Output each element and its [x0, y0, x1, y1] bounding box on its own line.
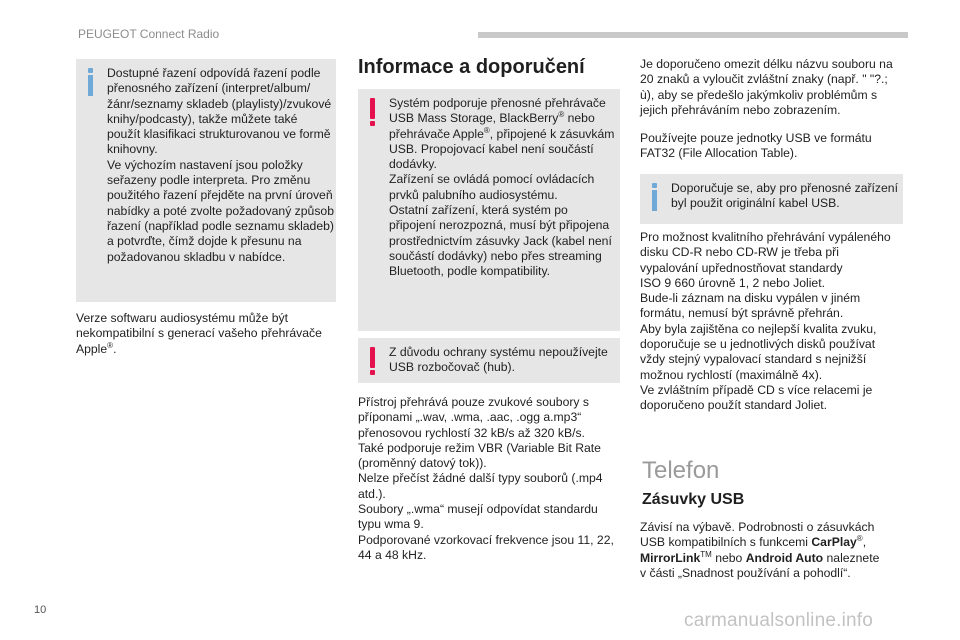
apple-compat-paragraph: [76, 311, 338, 357]
text-line: USB kompatibilních s funkcemi CarPlay®,: [640, 534, 867, 550]
text-line: Bude-li záznam na disku vypálen v jiném: [640, 291, 861, 306]
warning-box-text: [389, 142, 610, 280]
filename-paragraph: [640, 57, 906, 118]
text-line: ISO 9 660 úrovně 1, 2 nebo Joliet.: [640, 275, 825, 290]
text-line: atd.).: [358, 486, 386, 501]
text-line: knihy/podcasty), takže můžete také: [107, 111, 298, 126]
info-box-sorting: [76, 59, 336, 302]
text-line: požadovanou skladbu v nabídce.: [107, 249, 286, 264]
text-line: přehrávače Apple®, připojené k zásuvkám: [389, 125, 615, 141]
warning-box-text: [389, 345, 610, 376]
text-line: seřazeny podle interpreta. Pro změnu: [107, 173, 311, 188]
usb-sockets-paragraph: [640, 520, 906, 581]
subheading-usb-sockets: Zásuvky USB: [642, 491, 745, 508]
text-line: Soubory „.wma“ musejí odpovídat standardu: [358, 502, 598, 517]
text-line: doporučeno použít standard Joliet.: [640, 398, 828, 413]
text-line: součástí dodávky) nebo přes streaming: [389, 248, 602, 263]
text-line: nabídky a poté zvolte požadovaný způsob: [107, 203, 334, 218]
cd-burning-paragraph: [640, 230, 906, 414]
text-line: připojení nerozpozná, musí být připojena: [389, 218, 610, 233]
text-line: prvků palubního audiosystému.: [389, 187, 558, 202]
text-line: použitého řazení přejděte na první úroveň: [107, 188, 333, 203]
text-line: Pro možnost kvalitního přehrávání vypáleného: [640, 230, 891, 244]
page-number: 10: [34, 604, 47, 616]
text-line: prostřednictvím zásuvky Jack (kabel není: [389, 233, 612, 248]
info-box-cable: [640, 174, 903, 224]
text-line: Ve výchozím nastavení jsou položky: [107, 157, 303, 172]
text-line: Doporučuje se, aby pro přenosné zařízení: [671, 181, 898, 195]
info-box-text: [107, 66, 334, 265]
text-line: typu wma 9.: [358, 517, 424, 532]
text-line: USB rozbočovač (hub).: [389, 360, 515, 375]
text-line: dodávky.: [389, 157, 437, 172]
text-line: Ve zvláštním případě CD s více relacemi je: [640, 382, 873, 397]
running-header: PEUGEOT Connect Radio: [78, 27, 220, 41]
text-line: žánr/seznamy skladeb (playlisty)/zvukové: [107, 96, 332, 111]
text-line: disku CD-R nebo CD-RW je třeba při: [640, 245, 839, 260]
text-line: možnou rychlostí (maximálně 4x).: [640, 367, 823, 382]
header-rule: [478, 32, 908, 38]
text-line: Ostatní zařízení, která systém po: [389, 203, 568, 218]
text-line: (proměnný datový tok)).: [358, 456, 487, 471]
text-line: 44 a 48 kHz.: [358, 547, 427, 562]
text-line: Nelze přečíst žádné další typy souborů (.mp4: [358, 471, 603, 486]
fat32-paragraph: [640, 131, 906, 162]
text-line: v části „Snadnost používání a pohodlí“.: [640, 565, 851, 580]
text-line: ù), aby se předešlo jakýmkoliv problémům s: [640, 87, 878, 102]
text-line: vypalování upřednostňovat standardy: [640, 260, 843, 275]
text-line: Bluetooth, podle kompatibility.: [389, 264, 551, 279]
text-line: Používejte pouze jednotky USB ve formátu: [640, 131, 872, 145]
text-line: přenosovou rychlostí 32 kB/s až 320 kB/s.: [358, 425, 585, 440]
text-line: příponami „.wav, .wma, .aac, .ogg a.mp3“: [358, 410, 582, 425]
text-line: nekompatibilní s generací vašeho přehrávače: [76, 326, 322, 341]
text-line: Dostupné řazení odpovídá řazení podle: [107, 66, 321, 80]
text-line: Apple®.: [76, 340, 117, 356]
text-line: vždy stejný vypalovací standard s nejnižší: [640, 352, 867, 367]
text-line: jejich přehráváním nebo zobrazením.: [640, 102, 841, 117]
text-line: řazení (například podle seznamu skladeb): [107, 218, 334, 233]
text-line: byl použit originální kabel USB.: [671, 196, 840, 211]
text-line: Aby byla zajištěna co nejlepší kvalita zvuku,: [640, 321, 877, 336]
warning-box-usb-hub: [358, 338, 620, 383]
text-line: a potvrďte, čímž dojde k přesunu na: [107, 234, 302, 249]
section-heading-telefon: Telefon: [642, 457, 720, 484]
text-line: použít klasifikaci strukturovanou ve formě: [107, 127, 331, 142]
text-line: Závisí na výbavě. Podrobnosti o zásuvkách: [640, 520, 875, 534]
watermark: carmanualsonline.info: [684, 610, 874, 631]
text-line: MirrorLink™ nebo Android Auto naleznete: [640, 549, 880, 565]
text-line: Zařízení se ovládá pomocí ovládacích: [389, 172, 595, 187]
text-line: Také podporuje režim VBR (Variable Bit Rate: [358, 440, 601, 455]
text-line: knihovny.: [107, 142, 158, 157]
text-line: Přístroj přehrává pouze zvukové soubory s: [358, 395, 589, 409]
text-line: USB. Propojovací kabel není součástí: [389, 141, 594, 156]
text-line: USB Mass Storage, BlackBerry® nebo: [389, 110, 595, 126]
text-line: Verze softwaru audiosystému může být: [76, 311, 289, 325]
text-line: Z důvodu ochrany systému nepoužívejte: [389, 345, 608, 359]
audio-formats-paragraph: [358, 395, 620, 563]
text-line: formátu, nemusí být správně přehrán.: [640, 306, 844, 321]
text-line: přenosného zařízení (interpret/album/: [107, 81, 311, 96]
text-line: FAT32 (File Allocation Table).: [640, 146, 798, 161]
text-line: Podporované vzorkovací frekvence jsou 11, 22,: [358, 532, 614, 547]
text-line: 20 znaků a vyloučit zvláštní znaky (např. " "?.;: [640, 72, 888, 87]
text-line: Je doporučeno omezit délku názvu souboru na: [640, 57, 893, 71]
warning-box-supported-players: [358, 89, 620, 331]
section-heading-informace: Informace a doporučení: [358, 56, 585, 78]
info-box-text: [671, 181, 898, 212]
text-line: Systém podporuje přenosné přehrávače: [389, 96, 606, 110]
text-line: doporučuje se u jednotlivých disků používat: [640, 337, 876, 352]
